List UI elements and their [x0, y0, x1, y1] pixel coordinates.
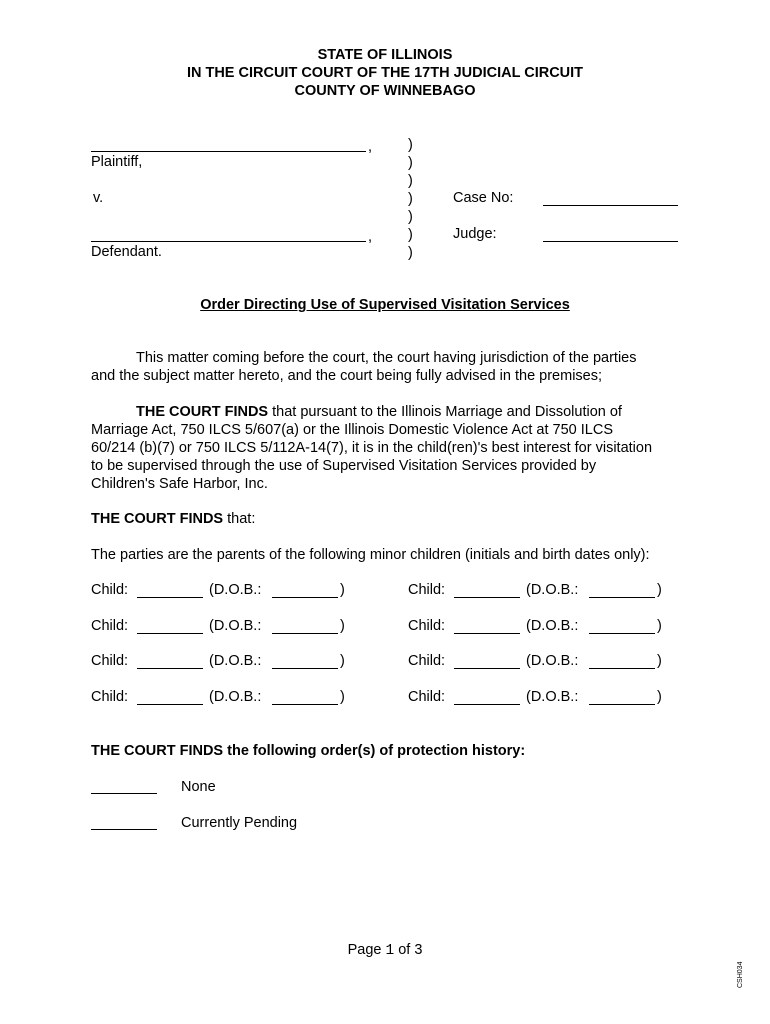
header-county: COUNTY OF WINNEBAGO	[294, 83, 476, 99]
dob-label-2: (D.O.B.:	[526, 582, 579, 598]
dob-label-8: (D.O.B.:	[526, 689, 579, 705]
option-currently-pending: Currently Pending	[181, 815, 298, 831]
child-initials-field-8[interactable]	[454, 704, 520, 705]
parents-text: The parties are the parents of the following minor children (initials and birth dates only):	[91, 547, 650, 563]
child-dob-field-7[interactable]	[272, 704, 338, 705]
para1-line1: This matter coming before the court, the court having jurisdiction of the parties	[136, 350, 637, 366]
findings1-line5: Children's Safe Harbor, Inc.	[91, 476, 268, 492]
dob-label-3: (D.O.B.:	[209, 618, 262, 634]
defendant-name-line[interactable]	[91, 241, 366, 242]
caption-paren: )	[408, 191, 413, 207]
page-number: 1	[385, 943, 395, 959]
child-dob-field-2[interactable]	[589, 597, 655, 598]
page-footer	[0, 942, 770, 959]
order-title: Order Directing Use of Supervised Visitation Services	[200, 297, 570, 313]
dob-close-4: )	[657, 618, 662, 634]
child-label-1: Child:	[91, 582, 129, 598]
child-initials-field-3[interactable]	[137, 633, 203, 634]
child-label-6: Child:	[408, 653, 446, 669]
child-dob-field-6[interactable]	[589, 668, 655, 669]
dob-close-5: )	[340, 653, 345, 669]
findings1-line1	[136, 404, 622, 420]
findings1-line2: Marriage Act, 750 ILCS 5/607(a) or the Illinois Domestic Violence Act at 750 ILCS	[91, 422, 613, 438]
caption-paren: )	[408, 227, 413, 243]
form-code: CSH034	[737, 961, 744, 988]
header-state: STATE OF ILLINOIS	[317, 47, 453, 63]
judge-field[interactable]	[543, 241, 678, 242]
para1-line2: and the subject matter hereto, and the court being fully advised in the premises;	[91, 368, 603, 384]
page-suffix: of 3	[398, 942, 423, 958]
dob-label-1: (D.O.B.:	[209, 582, 262, 598]
child-initials-field-5[interactable]	[137, 668, 203, 669]
plaintiff-label: Plaintiff,	[91, 154, 143, 170]
child-dob-field-1[interactable]	[272, 597, 338, 598]
dob-close-3: )	[340, 618, 345, 634]
findings2-bold: THE COURT FINDS	[91, 511, 224, 527]
plaintiff-name-line[interactable]	[91, 151, 366, 152]
dob-close-8: )	[657, 689, 662, 705]
caption-paren: )	[408, 155, 413, 171]
dob-label-4: (D.O.B.:	[526, 618, 579, 634]
child-dob-field-8[interactable]	[589, 704, 655, 705]
caption-paren: )	[408, 245, 413, 261]
child-label-8: Child:	[408, 689, 446, 705]
child-initials-field-6[interactable]	[454, 668, 520, 669]
child-initials-field-1[interactable]	[137, 597, 203, 598]
child-initials-field-7[interactable]	[137, 704, 203, 705]
child-dob-field-5[interactable]	[272, 668, 338, 669]
findings1-line3: 60/214 (b)(7) or 750 ILCS 5/112A-14(7), it is in the child(ren)'s best interest for visitation	[91, 440, 653, 456]
findings1-line1-rest: that pursuant to the Illinois Marriage and Dissolution of	[268, 404, 622, 420]
option-none: None	[181, 779, 216, 795]
findings1-line4: to be supervised through the use of Supervised Visitation Services provided by	[91, 458, 597, 474]
dob-close-1: )	[340, 582, 345, 598]
findings2	[91, 511, 255, 527]
case-no-label: Case No:	[453, 190, 514, 206]
child-initials-field-4[interactable]	[454, 633, 520, 634]
protection-heading: THE COURT FINDS the following order(s) of protection history:	[91, 743, 526, 759]
child-label-4: Child:	[408, 618, 446, 634]
versus-label: v.	[93, 190, 104, 206]
child-label-2: Child:	[408, 582, 446, 598]
child-initials-field-2[interactable]	[454, 597, 520, 598]
none-checkbox-line[interactable]	[91, 793, 157, 794]
caption-paren: )	[408, 137, 413, 153]
findings1-bold: THE COURT FINDS	[136, 404, 269, 420]
judge-label: Judge:	[453, 226, 497, 242]
dob-label-7: (D.O.B.:	[209, 689, 262, 705]
dob-close-2: )	[657, 582, 662, 598]
child-label-7: Child:	[91, 689, 129, 705]
findings2-rest: that:	[223, 511, 256, 527]
child-label-5: Child:	[91, 653, 129, 669]
plaintiff-comma: ,	[368, 139, 373, 155]
dob-label-6: (D.O.B.:	[526, 653, 579, 669]
pending-checkbox-line[interactable]	[91, 829, 157, 830]
defendant-label: Defendant.	[91, 244, 162, 260]
dob-label-5: (D.O.B.:	[209, 653, 262, 669]
dob-close-6: )	[657, 653, 662, 669]
child-dob-field-3[interactable]	[272, 633, 338, 634]
caption-paren: )	[408, 209, 413, 225]
header-court: IN THE CIRCUIT COURT OF THE 17TH JUDICIAL CIRCUIT	[186, 65, 584, 81]
child-dob-field-4[interactable]	[589, 633, 655, 634]
dob-close-7: )	[340, 689, 345, 705]
page-prefix: Page	[347, 942, 382, 958]
case-no-field[interactable]	[543, 205, 678, 206]
defendant-comma: ,	[368, 229, 373, 245]
caption-paren: )	[408, 173, 413, 189]
child-label-3: Child:	[91, 618, 129, 634]
